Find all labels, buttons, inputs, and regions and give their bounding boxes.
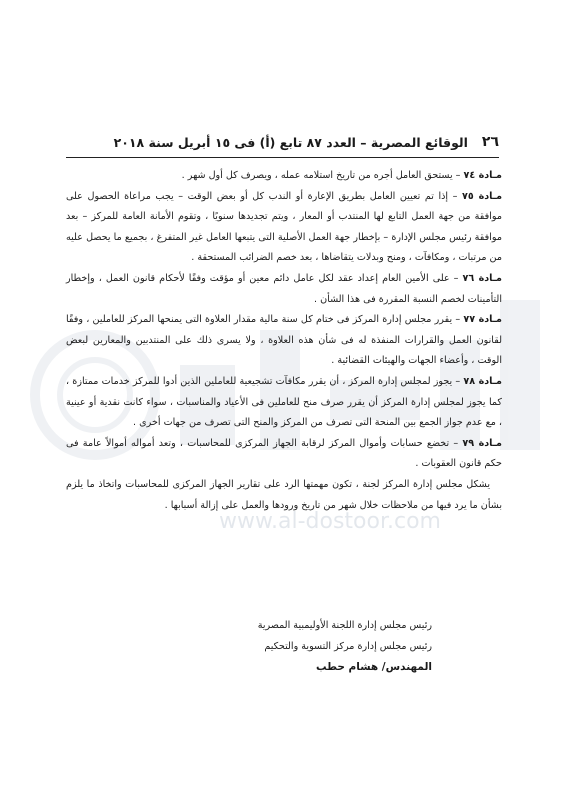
article-label: مـادة ٧٥ <box>462 190 503 202</box>
signature-title-2: رئيس مجلس إدارة مركز التسوية والتحكيم <box>264 641 432 652</box>
document-body <box>66 166 502 516</box>
article-text: – إذا تم تعيين العامل بطريق الإعارة أو الندب كل أو بعض الوقت – يجب مراعاة الحصول على موافقة من جهة العمل التابع لها المنتدب أو المعار ، ويتم تجديدها سنويًا ، وتقوم الأمانة العامة للمركز – بعد موافقة رئيس مجلس الإدارة – بإخطار جهة العمل الأصلية التى يتبعها العامل غير المتفرغ ، بجميع ما يحصل عليه من مرتبات ، ومكافآت ، ومنح وبدلات يتقاضاها ، بعد خصم الضرائب المستحقة . <box>66 190 502 264</box>
article-label: مـادة ٧٦ <box>462 272 502 284</box>
signatory-name: المهندس/ هشام حطب <box>315 661 432 673</box>
watermark-url: www.al-dostoor.com <box>219 509 441 534</box>
article-text: – يقرر مجلس إدارة المركز فى ختام كل سنة مالية مقدار العلاوة التى يمنحها المركز للعاملين ، وفقًا لقانون العمل والقرارات المنفذة له فى شأن هذه العلاوة ، ولا يسرى ذلك على المنتدبين والمعارين لبعض الوقت ، وأعضاء الجهات والهيئات القضائية . <box>66 314 502 367</box>
article-text: – تخضع حسابات وأموال المركز لرقابة الجهاز المركزى للمحاسبات ، وتعد أمواله أموالاً عامة فى حكم قانون العقوبات . <box>66 437 502 470</box>
article-75 <box>66 187 502 269</box>
page-header <box>66 131 499 158</box>
watermark-emblem-5 <box>500 300 540 450</box>
gazette-title: الوقائع المصرية – العدد ٨٧ تابع (أ) فى ١٥ أبريل سنة ٢٠١٨ <box>113 134 468 150</box>
page-number: ٢٦ <box>481 134 499 150</box>
article-79 <box>66 434 502 475</box>
article-text: يشكل مجلس إدارة المركز لجنة ، تكون مهمتها الرد على تقارير الجهاز المركزى للمحاسبات واتخاذ ما يلزم بشأن ما يرد فيها من ملاحظات خلال شهر من تاريخ ورودها والعمل على إزالة أسبابها . <box>66 478 502 511</box>
article-text: – يجوز لمجلس إدارة المركز ، أن يقرر مكافآت تشجيعية للعاملين الذين أدوا للمركز خدمات ممتازة ، كما يجوز لمجلس إدارة المركز أن يقرر صرف منح للعاملين فى الأعياد والمناسبات ، سواء كانت نقدية أو عينية ، مع عدم جواز الجمع بين المنحة التى تصرف من المركز والمنح التى تصرف من جهات أخرى . <box>66 375 502 429</box>
signature-block <box>258 615 432 678</box>
article-label: مـادة ٧٩ <box>462 437 502 449</box>
article-text: – على الأمين العام إعداد عقد لكل عامل دائم معين أو مؤقت وفقًا لأحكام قانون العمل ، وإخطار التأمينات لخصم النسبة المقررة فى هذا الشأن . <box>66 272 502 305</box>
article-label: مـادة ٧٨ <box>463 375 502 387</box>
article-74 <box>66 166 502 187</box>
article-label: مـادة ٧٤ <box>463 170 502 181</box>
article-76 <box>66 269 502 310</box>
signature-title-1: رئيس مجلس إدارة اللجنة الأوليمبية المصرية <box>257 620 432 631</box>
article-text: – يستحق العامل أجره من تاريخ استلامه عمله ، ويصرف كل أول شهر . <box>181 170 464 181</box>
article-77 <box>66 310 502 372</box>
article-label: مـادة ٧٧ <box>463 314 502 326</box>
article-78 <box>66 372 502 434</box>
article-79-paragraph-2 <box>66 475 502 516</box>
